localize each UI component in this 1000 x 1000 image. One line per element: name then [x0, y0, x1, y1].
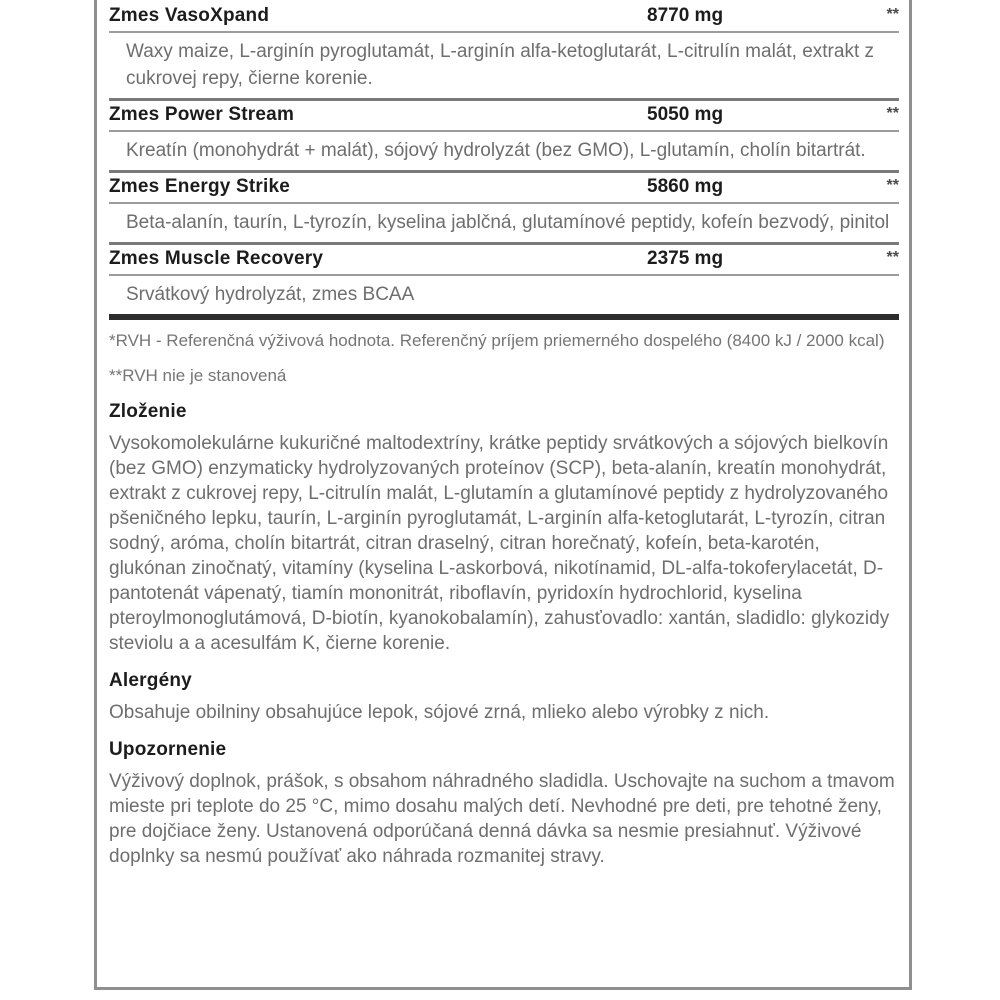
blend-row-muscle-recovery [109, 245, 899, 274]
blend-amount: 5860 mg [647, 176, 724, 197]
rvh-not-set-footnote: **RVH nie je stanovená [109, 366, 287, 385]
section-heading-zlozenie: Zloženie [109, 401, 187, 422]
section-body-alergeny: Obsahuje obilniny obsahujúce lepok, sójové zrná, mlieko alebo výrobky z nich. [109, 702, 770, 723]
blend-amount: 2375 mg [647, 248, 724, 269]
blend-row-power-stream [109, 101, 899, 130]
section-heading-alergeny: Alergény [109, 670, 192, 691]
blend-name: Zmes VasoXpand [109, 5, 270, 26]
blend-amount: 8770 mg [647, 5, 724, 26]
blend-name: Zmes Energy Strike [109, 176, 291, 197]
rvh-marker: ** [886, 177, 899, 194]
blend-ingredients: Waxy maize, L-arginín pyroglutamát, L-arginín alfa-ketoglutarát, L-citrulín malát, extrakt z cukrovej repy, čierne korenie. [126, 41, 874, 89]
rvh-marker: ** [886, 105, 899, 122]
blend-row-energy-strike [109, 173, 899, 202]
section-body-zlozenie: Vysokomolekulárne kukuričné maltodextríny, krátke peptidy srvátkových a sójových bielkovín (bez GMO) enzymaticky hydrolyzovaných proteínov (SCP), beta-alanín, kreatín monohydrát, extrakt z cukrovej repy, L-citrulín malát, L-glutamín a glutamínové peptidy z hydrolyzovaného pšeničného lepku, taurín, L-arginín pyroglutamát, L-arginín alfa-ketoglutarát, L-tyrozín, citran sodný, aróma, cholín bitartrát, citran draselný, citran horečnatý, kofeín, beta-karotén, glukónan zinočnatý, vitamíny (kyselina L-askorbová, nikotínamid, DL-alfa-tokoferylacetát, D-pantotenát vápenatý, tiamín mononitrát, riboflavín, pyridoxín hydrochlorid, kyselina pteroylmonoglutámová, D-biotín, kyanokobalamín), zahusťovadlo: xantán, sladidlo: glykozidy steviolu a a acesulfám K, čierne korenie. [109, 433, 890, 654]
table-end-rule [109, 314, 899, 320]
section-heading-upozornenie: Upozornenie [109, 739, 227, 760]
blend-amount: 5050 mg [647, 104, 724, 125]
blend-ingredients: Beta-alanín, taurín, L-tyrozín, kyselina jablčná, glutamínové peptidy, kofeín bezvodý, pinitol [126, 212, 890, 233]
blend-ingredients: Kreatín (monohydrát + malát), sójový hydrolyzát (bez GMO), L-glutamín, cholín bitartrát. [126, 140, 866, 161]
rvh-definition-footnote: *RVH - Referenčná výživová hodnota. Referenčný príjem priemerného dospelého (8400 kJ / 2000 kcal) [109, 331, 885, 350]
nutrition-label-panel [94, 0, 912, 990]
blend-name: Zmes Power Stream [109, 104, 295, 125]
blend-row-vasoxpand [109, 2, 899, 31]
blend-ingredients: Srvátkový hydrolyzát, zmes BCAA [126, 284, 415, 305]
blend-name: Zmes Muscle Recovery [109, 248, 324, 269]
rvh-marker: ** [886, 249, 899, 266]
rvh-marker: ** [886, 6, 899, 23]
section-body-upozornenie: Výživový doplnok, prášok, s obsahom náhradného sladidla. Uschovajte na suchom a tmavom mieste pri teplote do 25 °C, mimo dosahu malých detí. Nevhodné pre deti, pre tehotné ženy, pre dojčiace ženy. Ustanovená odporúčaná denná dávka sa nesmie presiahnuť. Výživové doplnky sa nesmú používať ako náhrada rozmanitej stravy. [109, 771, 895, 867]
